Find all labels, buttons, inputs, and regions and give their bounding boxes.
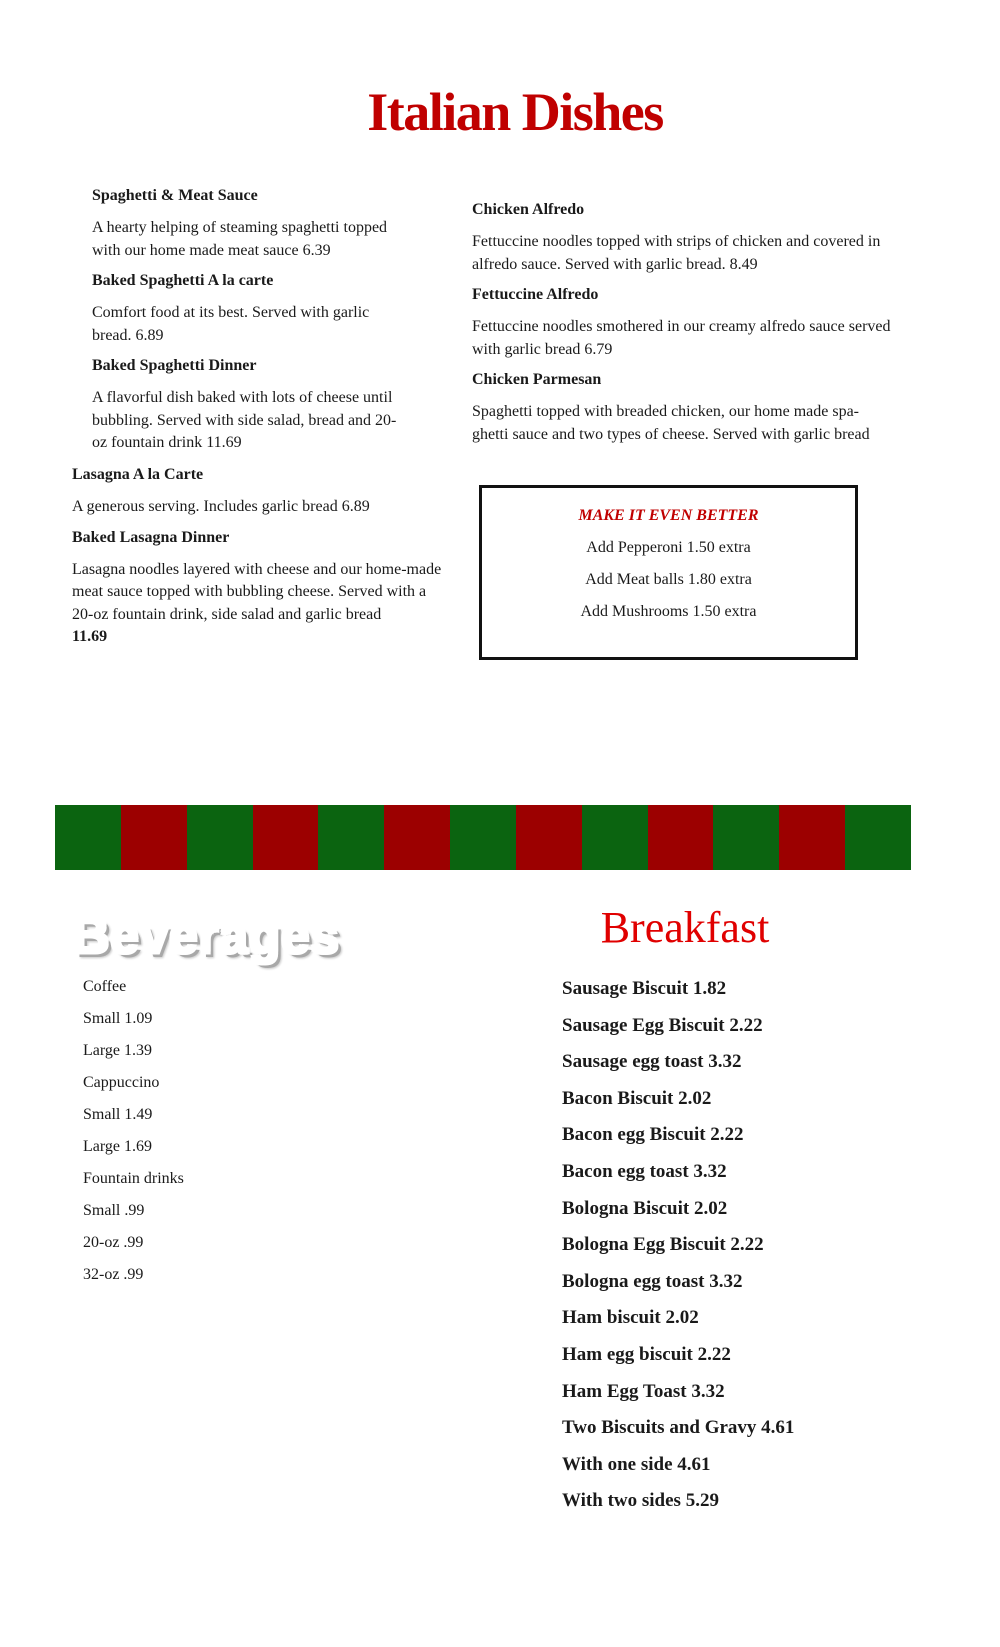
extra-item: Add Meat balls 1.80 extra [585,571,752,588]
menu-item-name: Chicken Alfredo [472,201,585,218]
menu-item-name: Chicken Parmesan [472,371,602,388]
stripe-segment [779,805,845,870]
breakfast-item: Sausage egg toast 3.32 [562,1051,742,1073]
menu-item-name: Baked Spaghetti A la carte [92,272,274,289]
beverage-item: 32-oz .99 [83,1266,144,1283]
breakfast-item: With one side 4.61 [562,1453,711,1475]
menu-item-description: A flavorful dish baked with lots of cheese until bubbling. Served with side salad, bread and 20-oz fountain drink 11.69 [92,389,397,451]
beverage-item: Coffee [83,978,127,995]
beverage-item: Large 1.69 [83,1138,153,1155]
menu-item-description: Spaghetti topped with breaded chicken, our home made spa-ghetti sauce and two types of cheese. Served with garlic bread [472,403,870,443]
stripe-segment [121,805,187,870]
extra-item: Add Pepperoni 1.50 extra [586,539,751,556]
beverage-item: Small 1.49 [83,1106,153,1123]
menu-item-name: Fettuccine Alfredo [472,286,599,303]
stripe-segment [318,805,384,870]
breakfast-item: With two sides 5.29 [562,1490,719,1512]
menu-item-name: Baked Lasagna Dinner [72,528,230,546]
breakfast-item: Sausage Egg Biscuit 2.22 [562,1014,763,1036]
italian-left-column-bottom [72,465,447,658]
beverage-item: Small 1.09 [83,1010,153,1027]
menu-item-description: Comfort food at its best. Served with garlic bread. 6.89 [92,304,370,344]
beverage-item: 20-oz .99 [83,1234,144,1251]
menu-item-description: A hearty helping of steaming spaghetti topped with our home made meat sauce 6.39 [92,219,388,259]
breakfast-item: Bologna egg toast 3.32 [562,1270,743,1292]
menu-item-description [72,559,447,649]
italian-left-column-top [92,186,407,464]
stripe-segment [384,805,450,870]
beverage-item: Cappuccino [83,1074,160,1091]
stripe-segment [845,805,911,870]
breakfast-item: Bacon egg Biscuit 2.22 [562,1124,744,1146]
menu-item [92,356,407,455]
menu-item-name: Spaghetti & Meat Sauce [92,187,258,204]
menu-item-description: Fettuccine noodles smothered in our creamy alfredo sauce served with garlic bread 6.79 [472,318,891,358]
italian-right-column [472,200,892,455]
stripe-segment [713,805,779,870]
breakfast-list [562,977,962,1526]
stripe-segment [450,805,516,870]
stripe-segment [55,805,121,870]
breakfast-heading: Breakfast [600,903,770,952]
breakfast-item: Ham egg biscuit 2.22 [562,1343,731,1365]
menu-item-price: 11.69 [72,628,108,645]
beverage-item: Large 1.39 [83,1042,153,1059]
beverages-list [83,976,383,1296]
breakfast-item: Ham biscuit 2.02 [562,1307,699,1329]
menu-item [72,465,447,519]
beverage-item: Fountain drinks [83,1170,184,1187]
breakfast-item: Bologna Biscuit 2.02 [562,1197,728,1219]
breakfast-item: Bacon egg toast 3.32 [562,1160,727,1182]
breakfast-item: Bacon Biscuit 2.02 [562,1087,712,1109]
stripe-segment [187,805,253,870]
breakfast-item: Bologna Egg Biscuit 2.22 [562,1234,764,1256]
menu-item [472,285,892,361]
menu-item [92,186,407,262]
stripe-segment [253,805,319,870]
breakfast-item: Sausage Biscuit 1.82 [562,978,727,999]
menu-item [92,271,407,347]
menu-item [472,370,892,446]
decorative-stripe-band [55,805,911,870]
extras-box [479,485,858,660]
stripe-segment [516,805,582,870]
stripe-segment [648,805,714,870]
menu-item [72,528,447,649]
beverage-item: Small .99 [83,1202,145,1219]
menu-item-name: Baked Spaghetti Dinner [92,357,257,374]
menu-item-name: Lasagna A la Carte [72,466,204,483]
page-title: Italian Dishes [367,82,663,142]
extras-title: MAKE IT EVEN BETTER [578,507,759,524]
stripe-segment [582,805,648,870]
beverages-heading: Beverages [72,907,340,965]
breakfast-item: Two Biscuits and Gravy 4.61 [562,1417,795,1439]
menu-item [472,200,892,276]
menu-item-description: Fettuccine noodles topped with strips of chicken and covered in alfredo sauce. Served with garlic bread. 8.49 [472,233,881,273]
extra-item: Add Mushrooms 1.50 extra [580,603,757,620]
menu-item-description-text: Lasagna noodles layered with cheese and our home-made meat sauce topped with bubbling cheese. Served with a 20-oz fountain drink, side salad and garlic bread [72,560,442,623]
breakfast-item: Ham Egg Toast 3.32 [562,1380,725,1402]
menu-item-description: A generous serving. Includes garlic bread 6.89 [72,498,370,515]
